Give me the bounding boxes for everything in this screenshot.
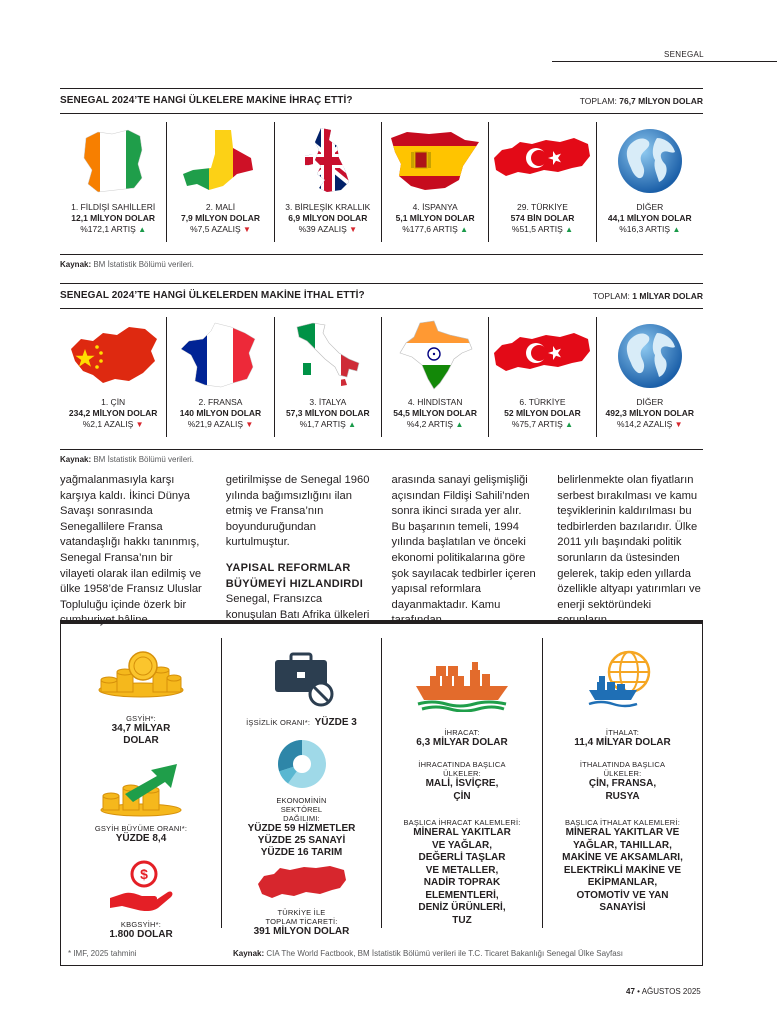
gdp-label: GSYİH*: bbox=[126, 714, 156, 723]
export-country-6 bbox=[596, 122, 703, 242]
country-change: %1,7 ARTIŞ ▲ bbox=[299, 419, 357, 429]
import-items-value: MİNERAL YAKITLAR VE YAĞLAR, TAHILLAR, MAKİNE VE AKSAMLARI, ELEKTRİKLİ MAKİNE VE EKİPMANLAR, OTOMOTİV VE YAN SANAYİSİ bbox=[562, 827, 683, 913]
import-items-label: BAŞLICA İTHALAT KALEMLERİ: bbox=[565, 818, 680, 827]
country-amount: 7,9 MİLYON DOLAR bbox=[180, 213, 261, 223]
export-country-3 bbox=[274, 122, 381, 242]
imports-country-row bbox=[60, 317, 703, 437]
country-caption bbox=[489, 397, 595, 430]
import-country-2 bbox=[166, 317, 273, 437]
country-name: 4. HİNDİSTAN bbox=[407, 397, 463, 407]
up-arrow-icon: ▲ bbox=[565, 225, 574, 234]
import-partners-label: İTHALATINDA BAŞLICA ÜLKELER: bbox=[579, 760, 666, 778]
imports-rule bbox=[60, 449, 703, 450]
country-amount: 44,1 MİLYON DOLAR bbox=[607, 213, 692, 223]
coins-icon bbox=[95, 650, 187, 702]
exports-total: TOPLAM: 76,7 MİLYON DOLAR bbox=[579, 96, 703, 106]
export-value: 6,3 MİLYAR DOLAR bbox=[416, 737, 508, 748]
import-country-6 bbox=[596, 317, 703, 437]
export-country-1 bbox=[60, 122, 166, 242]
exports-header bbox=[60, 88, 703, 114]
country-amount: 12,1 MİLYON DOLAR bbox=[71, 213, 156, 223]
sector-block bbox=[222, 796, 381, 859]
unemployment-label: İŞSİZLİK ORANI*: bbox=[246, 718, 311, 727]
running-head: SENEGAL bbox=[664, 50, 704, 59]
facts-col-labor bbox=[222, 632, 381, 957]
country-change: %177,6 ARTIŞ ▲ bbox=[402, 224, 469, 234]
down-arrow-icon: ▼ bbox=[135, 420, 144, 429]
down-arrow-icon: ▼ bbox=[245, 420, 254, 429]
article-subhead: YAPISAL REFORMLAR BÜYÜMEYİ HIZLANDIRDI bbox=[225, 561, 364, 590]
unemployment-value: YÜZDE 3 bbox=[314, 717, 357, 728]
import-block bbox=[543, 728, 702, 749]
import-value: 11,4 MİLYAR DOLAR bbox=[574, 737, 671, 748]
running-rule bbox=[552, 61, 777, 62]
country-change: %21,9 AZALIŞ ▼ bbox=[187, 419, 254, 429]
export-country-5 bbox=[488, 122, 595, 242]
growth-block bbox=[61, 824, 221, 845]
country-change: %51,5 ARTIŞ ▲ bbox=[511, 224, 574, 234]
country-caption bbox=[382, 397, 488, 430]
country-change: %172,1 ARTIŞ ▲ bbox=[80, 224, 147, 234]
country-name: DİĞER bbox=[636, 397, 664, 407]
growth-label: GSYİH BÜYÜME ORANI*: bbox=[94, 824, 188, 833]
imports-source: Kaynak: BM İstatistik Bölümü verileri. bbox=[60, 455, 194, 464]
country-amount: 6,9 MİLYON DOLAR bbox=[288, 213, 368, 223]
article-body bbox=[60, 473, 703, 627]
facts-box bbox=[60, 620, 703, 966]
facts-footnote: * IMF, 2025 tahmini bbox=[68, 949, 137, 958]
article-col-4: belirlenmekte olan fiyatların serbest bırakılması ve kamu teşviklerinin kaldırılması bu tedbirlerden bazılarıdır. Ülke 2011 yılı başındaki politik sorunların da üstesinden gelerek, takip eden yıllarda özellikle altyapı yatırımları ve enerji sektöründeki sorunların bbox=[557, 474, 701, 627]
exports-source: Kaynak: BM İstatistik Bölümü verileri. bbox=[60, 260, 194, 269]
country-caption bbox=[275, 397, 381, 430]
country-name: 2. FRANSA bbox=[198, 397, 243, 407]
trade-label: TÜRKİYE İLE TOPLAM TİCARETİ: bbox=[265, 908, 338, 926]
up-arrow-icon: ▲ bbox=[138, 225, 147, 234]
svg-text:$: $ bbox=[140, 866, 148, 882]
imports-header bbox=[60, 283, 703, 309]
country-amount: 574 BİN DOLAR bbox=[510, 213, 575, 223]
exports-title: SENEGAL 2024’TE HANGİ ÜLKELERE MAKİNE İHRAÇ ETTİ? bbox=[60, 95, 353, 106]
facts-col-economy bbox=[61, 632, 221, 957]
export-items-label: BAŞLICA İHRACAT KALEMLERİ: bbox=[403, 818, 521, 827]
country-name: 3. BİRLEŞİK KRALLIK bbox=[285, 202, 371, 212]
imports-total: TOPLAM: 1 MİLYAR DOLAR bbox=[592, 291, 703, 301]
country-name: 6. TÜRKİYE bbox=[519, 397, 566, 407]
imports-section bbox=[60, 283, 703, 473]
country-amount: 492,3 MİLYON DOLAR bbox=[605, 408, 695, 418]
growth-value: YÜZDE 8,4 bbox=[115, 833, 167, 844]
country-caption bbox=[60, 202, 166, 235]
export-country-2 bbox=[166, 122, 273, 242]
import-country-1 bbox=[60, 317, 166, 437]
import-label: İTHALAT: bbox=[605, 728, 640, 737]
country-name: 4. İSPANYA bbox=[412, 202, 458, 212]
country-name: 1. ÇİN bbox=[101, 397, 126, 407]
percap-label: KBGSYİH*: bbox=[120, 920, 162, 929]
country-caption bbox=[489, 202, 595, 235]
up-arrow-icon: ▲ bbox=[565, 420, 574, 429]
unemployment-block bbox=[222, 712, 381, 730]
up-arrow-icon: ▲ bbox=[460, 225, 469, 234]
turkey-map-icon bbox=[254, 862, 350, 904]
import-partners-block bbox=[543, 760, 702, 803]
money-hand-icon bbox=[106, 858, 176, 914]
country-amount: 5,1 MİLYON DOLAR bbox=[395, 213, 475, 223]
country-caption bbox=[275, 202, 381, 235]
country-name: 2. MALİ bbox=[205, 202, 236, 212]
country-caption bbox=[382, 202, 488, 235]
sector-label: EKONOMİNİN SEKTÖREL DAĞILIMI: bbox=[276, 796, 327, 823]
export-partners-label: İHRACATINDA BAŞLICA ÜLKELER: bbox=[418, 760, 506, 778]
facts-source: Kaynak: CIA The World Factbook, BM İstatistik Bölümü verileri ile T.C. Ticaret Bakanlığı Senegal Ülke Sayfası bbox=[233, 949, 623, 958]
country-amount: 52 MİLYON DOLAR bbox=[504, 408, 581, 418]
country-change: %14,2 AZALIŞ ▼ bbox=[617, 419, 683, 429]
country-name: 29. TÜRKİYE bbox=[517, 202, 568, 212]
country-amount: 57,3 MİLYON DOLAR bbox=[285, 408, 370, 418]
imports-title: SENEGAL 2024’TE HANGİ ÜLKELERDEN MAKİNE İTHAL ETTİ? bbox=[60, 290, 365, 301]
gdp-block bbox=[61, 714, 221, 747]
article-col-2-text-b: Senegal, Fransızca konuşulan Batı Afrika ülkeleri bbox=[225, 593, 370, 621]
sector-value-agriculture: YÜZDE 16 TARIM bbox=[260, 847, 343, 858]
sector-value-industry: YÜZDE 25 SANAYİ bbox=[257, 835, 346, 846]
page-folio: 47 • AĞUSTOS 2025 bbox=[626, 987, 701, 996]
up-arrow-icon: ▲ bbox=[672, 225, 681, 234]
exports-country-row bbox=[60, 122, 703, 242]
export-items-value: MİNERAL YAKITLAR VE YAĞLAR, DEĞERLİ TAŞLAR VE METALLER, NADİR TOPRAK ELEMENTLERİ, DENİZ ÜRÜNLERİ, TUZ bbox=[413, 827, 511, 926]
percap-block bbox=[61, 920, 221, 941]
article-col-1: yağmalanmasıyla karşı karşıya kaldı. İkinci Dünya Savaşı sonrasında Senegallilere Fransa vatandaşlığı hakkı tanınmış, Senegal Fransa’nın bir vilayeti olarak ilan edilmiş ve ülke 1958’de Fransız Uluslar Topluluğu içinde özerk bir cumhuriyet hâline bbox=[60, 474, 202, 627]
country-change: %39 AZALIŞ ▼ bbox=[298, 224, 358, 234]
country-caption bbox=[597, 202, 703, 235]
import-globe-ship-icon bbox=[585, 648, 661, 710]
import-country-3 bbox=[274, 317, 381, 437]
country-name: 1. FİLDİŞİ SAHİLLERİ bbox=[71, 202, 156, 212]
country-name: 3. İTALYA bbox=[309, 397, 347, 407]
up-arrow-icon: ▲ bbox=[455, 420, 464, 429]
down-arrow-icon: ▼ bbox=[242, 225, 251, 234]
export-label: İHRACAT: bbox=[444, 728, 480, 737]
export-partners-block bbox=[382, 760, 542, 803]
country-change: %4,2 ARTIŞ ▲ bbox=[406, 419, 464, 429]
down-arrow-icon: ▼ bbox=[674, 420, 683, 429]
sector-pie-icon bbox=[274, 736, 330, 792]
up-arrow-icon: ▲ bbox=[348, 420, 357, 429]
growth-chart-icon bbox=[95, 760, 187, 818]
country-amount: 140 MİLYON DOLAR bbox=[179, 408, 262, 418]
country-name: DİĞER bbox=[636, 202, 664, 212]
gdp-value: 34,7 MİLYAR DOLAR bbox=[111, 723, 171, 746]
country-caption bbox=[597, 397, 703, 430]
percap-value: 1.800 DOLAR bbox=[109, 929, 173, 940]
import-country-5 bbox=[488, 317, 595, 437]
cargo-ship-icon bbox=[412, 656, 512, 712]
sector-value-services: YÜZDE 59 HİZMETLER bbox=[247, 823, 356, 834]
import-country-4 bbox=[381, 317, 488, 437]
facts-col-exports bbox=[382, 632, 542, 957]
country-change: %7,5 AZALIŞ ▼ bbox=[190, 224, 251, 234]
import-partners-value: ÇİN, FRANSA, RUSYA bbox=[588, 778, 657, 802]
down-arrow-icon: ▼ bbox=[349, 225, 358, 234]
export-partners-value: MALİ, İSVİÇRE, ÇİN bbox=[425, 778, 499, 802]
country-caption bbox=[60, 397, 166, 430]
facts-col-imports bbox=[543, 632, 702, 957]
country-change: %2,1 AZALIŞ ▼ bbox=[82, 419, 144, 429]
article-col-3: arasında sanayi gelişmişliği açısından Fildişi Sahili’nden sonra ikinci sırada yer alır. Bu başarının temeli, 1994 yılında başlatılan ve önceki ekonomi politikalarına göre şok sayılacak tedbirler içeren yapısal reformlara dayanmaktadır. Kamu tarafından bbox=[391, 474, 536, 627]
import-items-block bbox=[543, 818, 702, 915]
country-amount: 234,2 MİLYON DOLAR bbox=[68, 408, 158, 418]
article-col-2 bbox=[225, 473, 372, 621]
country-change: %75,7 ARTIŞ ▲ bbox=[511, 419, 574, 429]
export-items-block bbox=[382, 818, 542, 927]
trade-value: 391 MİLYON DOLAR bbox=[253, 926, 350, 937]
briefcase-icon bbox=[269, 650, 335, 708]
trade-block bbox=[222, 908, 381, 938]
article-col-2-text: getirilmişse de Senegal 1960 yılında bağımsızlığını ilan etmiş ve Fransa’nın boyunduruğundan kurtulmuştur. bbox=[225, 474, 370, 549]
exports-rule bbox=[60, 254, 703, 255]
country-caption bbox=[167, 202, 273, 235]
country-amount: 54,5 MİLYON DOLAR bbox=[393, 408, 478, 418]
export-country-4 bbox=[381, 122, 488, 242]
country-change: %16,3 ARTIŞ ▲ bbox=[619, 224, 681, 234]
exports-section bbox=[60, 88, 703, 278]
country-caption bbox=[167, 397, 273, 430]
export-block bbox=[382, 728, 542, 749]
